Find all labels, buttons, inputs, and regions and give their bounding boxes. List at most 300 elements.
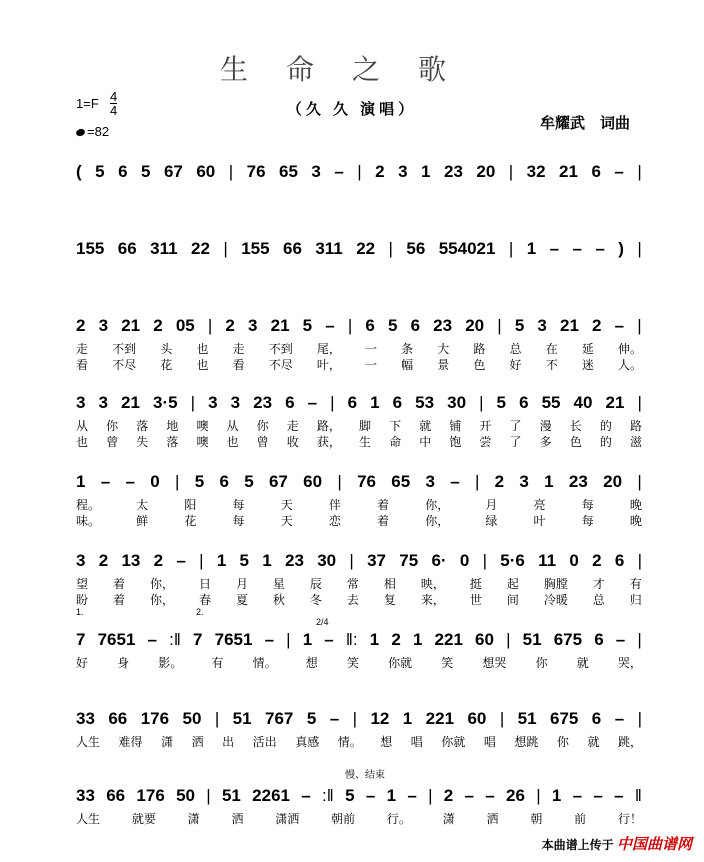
note-group: 5 xyxy=(345,786,355,805)
lyric-word: 地 xyxy=(166,419,179,433)
lyric-line xyxy=(76,496,642,513)
lyric-word: 才 xyxy=(592,577,605,591)
lyric-word: 人生 xyxy=(76,735,101,749)
lyric-word: 太 xyxy=(136,498,149,512)
notation-line xyxy=(76,387,642,413)
lyric-word: 出 xyxy=(222,735,235,749)
lyric-word: 冬 xyxy=(309,593,322,607)
note-group: 6· xyxy=(431,551,447,570)
bar-line: | xyxy=(637,472,642,491)
lyric-word: 走 xyxy=(76,342,89,356)
note-group: 7651 xyxy=(97,630,136,649)
note-group: 675 xyxy=(553,630,583,649)
note-group: 3 xyxy=(76,393,86,412)
bar-line: | xyxy=(637,162,642,181)
key-signature: 1=F xyxy=(76,96,99,111)
notation-line xyxy=(76,545,642,571)
note-group: 65 xyxy=(279,162,298,181)
note-group: 75 xyxy=(399,551,419,570)
note-group: 66 xyxy=(117,239,137,258)
note-group: 5 xyxy=(244,472,254,491)
note-group: 311 xyxy=(150,239,178,258)
lyric-word: 开 xyxy=(479,419,492,433)
note-group: – xyxy=(125,472,135,491)
note-group: 30 xyxy=(317,551,337,570)
note-group: 3 xyxy=(311,162,321,181)
lyric-word: 着 xyxy=(377,514,390,528)
note-group: 7 xyxy=(76,630,86,649)
lyric-word: 难得 xyxy=(118,735,143,749)
note-group: 50 xyxy=(182,709,202,728)
note-group: 1 xyxy=(76,472,86,491)
note-group: 5 xyxy=(496,393,507,412)
lyric-word: 走 xyxy=(232,342,245,356)
note-group: 26 xyxy=(506,786,525,805)
lyric-word: 就 xyxy=(576,656,589,670)
note-group: 13 xyxy=(121,551,141,570)
note-group: 55 xyxy=(541,393,561,412)
lyric-word: 每 xyxy=(581,498,594,512)
lyric-word: 归 xyxy=(629,593,642,607)
note-group: – xyxy=(176,551,186,570)
lyric-word: 铺 xyxy=(449,419,462,433)
lyric-word: 落 xyxy=(136,419,149,433)
lyric-line xyxy=(76,733,642,750)
note-group: – xyxy=(595,239,605,258)
note-group: 53 xyxy=(415,393,435,412)
lyric-word: 从 xyxy=(76,419,89,433)
bar-line: | xyxy=(214,709,220,728)
bar-line: | xyxy=(637,316,642,335)
lyric-word: 了 xyxy=(509,435,522,449)
note-group: 0 xyxy=(459,551,470,570)
lyric-word: 想哭 xyxy=(482,656,507,670)
note-group: – xyxy=(301,786,311,805)
note-group: – xyxy=(614,786,624,805)
bar-line: | xyxy=(330,393,335,412)
note-group: – xyxy=(615,630,626,649)
lyric-word: 脚 xyxy=(358,419,371,433)
bar-line: :‖ xyxy=(169,630,181,649)
note-group: 23 xyxy=(568,472,588,491)
lyric-word: 笑 xyxy=(346,656,359,670)
lyric-word: 行！ xyxy=(617,812,642,826)
note-group: 6 xyxy=(594,630,604,649)
note-group: – xyxy=(485,786,495,805)
lyric-word: 复 xyxy=(383,593,396,607)
note-group: 2 xyxy=(153,551,164,570)
notation-line xyxy=(76,156,642,182)
lyric-word: 人生 xyxy=(76,812,101,826)
note-group: 66 xyxy=(282,239,302,258)
lyric-word: 叶， xyxy=(316,358,341,372)
bar-line: | xyxy=(637,393,642,412)
note-group: 1 xyxy=(216,551,227,570)
lyric-word: 你， xyxy=(149,577,174,591)
lyric-word: 尝 xyxy=(479,435,492,449)
bar-line: ‖: xyxy=(345,630,358,649)
lyric-word: 路， xyxy=(316,419,341,433)
lyric-word: 夏 xyxy=(235,593,248,607)
site-brand: 中国曲谱网 xyxy=(616,835,692,853)
lyric-word: 日 xyxy=(198,577,211,591)
lyric-word: 好 xyxy=(509,358,522,372)
note-group: 76 xyxy=(246,162,266,181)
lyric-word: 身 xyxy=(117,656,130,670)
bar-line: | xyxy=(637,709,642,728)
bar-line: ‖ xyxy=(634,786,642,805)
lyric-word: 唱 xyxy=(410,735,423,749)
note-group: 5 xyxy=(387,316,398,335)
bar-line: | xyxy=(508,162,514,181)
note-group: 2 xyxy=(443,786,454,805)
note-group: 6 xyxy=(410,316,421,335)
lyric-word: 有 xyxy=(211,656,224,670)
lyric-word: 长 xyxy=(569,419,582,433)
lyric-word: 也 xyxy=(196,358,209,372)
bar-line: | xyxy=(474,472,480,491)
lyric-word: 走 xyxy=(286,419,299,433)
lyric-word: 常 xyxy=(346,577,359,591)
note-group: 65 xyxy=(391,472,411,491)
note-group: 2 xyxy=(592,316,602,335)
note-group: 22 xyxy=(191,239,210,258)
note-group: 1 xyxy=(551,786,562,805)
note-group: ) xyxy=(618,239,624,258)
lyric-word: 挺 xyxy=(469,577,482,591)
note-group: 311 xyxy=(315,239,343,258)
score-row xyxy=(0,466,704,536)
lyric-word: 看 xyxy=(76,358,89,372)
lyric-word: 影。 xyxy=(158,656,183,670)
note-group: 6 xyxy=(347,393,358,412)
lyric-word: 不 xyxy=(545,358,558,372)
note-group: – xyxy=(572,239,582,258)
lyric-word: 潇 xyxy=(187,812,200,826)
lyric-word: 一 xyxy=(364,342,377,356)
lyric-word: 相 xyxy=(383,577,396,591)
lyric-word: 也 xyxy=(196,342,209,356)
lyric-word: 总 xyxy=(592,593,605,607)
lyric-word: 辰 xyxy=(309,577,322,591)
lyric-word: 好 xyxy=(76,656,89,670)
lyric-word: 人。 xyxy=(617,358,642,372)
note-group: 3 xyxy=(98,316,109,335)
note-group: – xyxy=(307,393,318,412)
note-group: 23 xyxy=(253,393,273,412)
note-group: 6 xyxy=(519,393,529,412)
source-footer xyxy=(542,833,692,854)
lyric-word: 你 xyxy=(556,735,569,749)
note-group: – xyxy=(464,786,474,805)
note-group: 1 xyxy=(526,239,537,258)
note-group: 3 xyxy=(208,393,218,412)
notation-line xyxy=(76,780,642,806)
lyric-word: 也 xyxy=(226,435,239,449)
bar-line: | xyxy=(536,786,541,805)
note-group: 5 xyxy=(141,162,151,181)
note-group: 20 xyxy=(465,316,485,335)
lyric-word: 总 xyxy=(509,342,522,356)
lyric-word: 噢 xyxy=(196,419,209,433)
lyric-word: 着 xyxy=(112,577,125,591)
note-group: 221 xyxy=(425,709,455,728)
note-group: 3 xyxy=(248,316,258,335)
lyric-word: 你， xyxy=(149,593,174,607)
lyric-word: 亮 xyxy=(533,498,546,512)
note-group: 6 xyxy=(591,162,601,181)
song-title: 生命之歌 xyxy=(219,53,484,86)
lyric-word: 起 xyxy=(506,577,519,591)
bar-line: | xyxy=(428,786,433,805)
lyric-word: 前 xyxy=(574,812,587,826)
note-group: 60 xyxy=(196,162,216,181)
note-group: – xyxy=(264,630,275,649)
lyric-word: 下 xyxy=(389,419,402,433)
note-group: 1 xyxy=(370,393,380,412)
lyric-line xyxy=(76,575,642,592)
note-group: 155 xyxy=(76,239,105,258)
note-group: – xyxy=(365,786,376,805)
lyric-word: 味。 xyxy=(76,514,101,528)
notation-line xyxy=(76,233,642,259)
lyric-word: 晚 xyxy=(629,514,642,528)
lyric-line xyxy=(76,810,642,827)
lyric-word: 路 xyxy=(473,342,486,356)
note-group: 3 xyxy=(425,472,435,491)
lyric-word: 滋 xyxy=(629,435,642,449)
meter-bottom: 4 xyxy=(110,103,118,118)
lyric-word: 月 xyxy=(485,498,498,512)
notation-line xyxy=(76,703,642,729)
bar-line: | xyxy=(286,630,291,649)
note-group: 5 xyxy=(514,316,525,335)
note-group: 1 xyxy=(262,551,272,570)
lyric-word: 景 xyxy=(437,358,450,372)
note-group: ( xyxy=(76,162,82,181)
note-group: 176 xyxy=(140,709,170,728)
lyric-word: 世 xyxy=(469,593,482,607)
note-group: 1 xyxy=(544,472,554,491)
lyric-word: 不尽 xyxy=(268,358,293,372)
lyric-word: 绿 xyxy=(485,514,498,528)
note-group: 3·5 xyxy=(153,393,178,412)
score-row xyxy=(0,703,704,773)
lyric-word: 活出 xyxy=(252,735,277,749)
bar-line: | xyxy=(206,786,211,805)
note-group: 675 xyxy=(550,709,579,728)
note-group: 12 xyxy=(370,709,390,728)
lyric-word: 鲜 xyxy=(136,514,149,528)
note-group: 51 xyxy=(517,709,537,728)
lyric-word: 望 xyxy=(76,577,89,591)
note-group: 1 xyxy=(421,162,431,181)
note-group: – xyxy=(614,316,625,335)
lyric-word: 伴 xyxy=(328,498,341,512)
note-group: 3 xyxy=(398,162,408,181)
note-group: – xyxy=(147,630,158,649)
bar-line: | xyxy=(190,393,196,412)
volta-two: 2. xyxy=(196,607,204,617)
lyric-word: 也 xyxy=(76,435,89,449)
lyric-word: 唱 xyxy=(483,735,496,749)
lyric-word: 春 xyxy=(198,593,211,607)
meter-top: 4 xyxy=(110,89,118,104)
lyric-word: 路 xyxy=(629,419,642,433)
lyric-word: 就要 xyxy=(131,812,156,826)
lyric-line xyxy=(76,417,642,434)
note-group: 51 xyxy=(232,709,252,728)
lyric-word: 生 xyxy=(358,435,371,449)
note-group: 0 xyxy=(150,472,160,491)
lyric-word: 你就 xyxy=(388,656,413,670)
note-group: – xyxy=(100,472,111,491)
lyric-word: 每 xyxy=(232,514,245,528)
lyric-word: 的 xyxy=(599,419,612,433)
lyric-word: 天 xyxy=(280,498,293,512)
note-group: 11 xyxy=(538,551,557,570)
lyric-line xyxy=(76,340,642,357)
note-group: 221 xyxy=(434,630,463,649)
note-group: 21 xyxy=(560,316,579,335)
note-group: 50 xyxy=(176,786,195,805)
lyric-word: 星 xyxy=(272,577,285,591)
bar-line: | xyxy=(352,709,358,728)
lyric-word: 潇 xyxy=(442,812,455,826)
notation-line xyxy=(76,624,642,650)
bar-line: | xyxy=(637,630,642,649)
note-group: 6 xyxy=(591,709,602,728)
lyric-word: 真感 xyxy=(295,735,320,749)
lyric-word: 恋 xyxy=(328,514,341,528)
note-group: 155 xyxy=(241,239,270,258)
lyric-word: 来， xyxy=(420,593,445,607)
note-group: 2 xyxy=(592,551,602,570)
note-group: 3 xyxy=(98,393,108,412)
note-group: 21 xyxy=(270,316,290,335)
note-group: 60 xyxy=(475,630,494,649)
time-signature xyxy=(110,90,117,117)
note-group: 66 xyxy=(106,786,126,805)
lyric-line xyxy=(76,356,642,373)
lyric-word: 想 xyxy=(380,735,393,749)
bar-line: | xyxy=(223,239,228,258)
lyric-word: 看 xyxy=(232,358,245,372)
lyric-word: 情。 xyxy=(252,656,277,670)
lyric-word: 冷暖 xyxy=(543,593,568,607)
lyric-word: 你 xyxy=(106,419,119,433)
lyric-word: 不到 xyxy=(268,342,293,356)
note-group: 3 xyxy=(76,551,86,570)
note-group: 7 xyxy=(193,630,203,649)
lyric-word: 一 xyxy=(364,358,377,372)
note-group: 1 xyxy=(386,786,397,805)
bar-line: :‖ xyxy=(322,786,334,805)
bar-line: | xyxy=(388,239,393,258)
lyric-word: 你 xyxy=(256,419,269,433)
lyric-word: 就 xyxy=(419,419,432,433)
note-group: 21 xyxy=(559,162,578,181)
lyric-word: 潇洒 xyxy=(275,812,300,826)
lyric-word: 程。 xyxy=(76,498,101,512)
bar-line: | xyxy=(175,472,180,491)
lyric-word: 收 xyxy=(286,435,299,449)
lyric-word: 朝 xyxy=(530,812,543,826)
singer-credit: （久 久 演唱） xyxy=(286,101,418,118)
note-group: 21 xyxy=(121,393,140,412)
lyric-word: 曾 xyxy=(106,435,119,449)
bar-line: | xyxy=(228,162,234,181)
lyric-word: 月 xyxy=(235,577,248,591)
note-group: 767 xyxy=(265,709,294,728)
note-group: 176 xyxy=(136,786,165,805)
note-group: 1 xyxy=(412,630,423,649)
bar-line: | xyxy=(482,551,487,570)
note-group: 2 xyxy=(76,316,86,335)
score-row xyxy=(0,156,704,226)
note-group: 6 xyxy=(392,393,403,412)
lyric-word: 花 xyxy=(184,514,197,528)
note-group: 67 xyxy=(163,162,183,181)
note-group: 6 xyxy=(614,551,625,570)
lyric-word: 跳， xyxy=(617,735,642,749)
note-group: 1 xyxy=(302,630,313,649)
lyric-word: 你， xyxy=(425,514,450,528)
lyric-word: 多 xyxy=(539,435,552,449)
bar-line: | xyxy=(506,630,511,649)
note-group: – xyxy=(325,316,335,335)
bar-line: | xyxy=(337,472,342,491)
note-group: – xyxy=(334,162,344,181)
score-row xyxy=(0,387,704,457)
notation-line xyxy=(76,310,642,336)
note-group: 23 xyxy=(443,162,463,181)
lyric-word: 每 xyxy=(581,514,594,528)
lyric-word: 曾 xyxy=(256,435,269,449)
note-group: 5 xyxy=(302,316,313,335)
note-group: 23 xyxy=(285,551,304,570)
note-group: 6 xyxy=(118,162,128,181)
lyric-word: 着 xyxy=(112,593,125,607)
note-group: 2 xyxy=(153,316,163,335)
note-group: 20 xyxy=(603,472,623,491)
score-row xyxy=(0,624,704,694)
note-group: 2 xyxy=(375,162,385,181)
bar-line: | xyxy=(357,162,362,181)
note-group: 22 xyxy=(356,239,376,258)
note-group: 21 xyxy=(121,316,141,335)
lyric-word: 映， xyxy=(420,577,445,591)
lyric-word: 失 xyxy=(136,435,149,449)
note-group: 3 xyxy=(537,316,547,335)
note-group: 1 xyxy=(369,630,380,649)
lyric-word: 色 xyxy=(473,358,486,372)
lyric-word: 条 xyxy=(401,342,414,356)
lyric-word: 饱 xyxy=(449,435,462,449)
note-group: 2261 xyxy=(252,786,290,805)
lyric-word: 头 xyxy=(160,342,173,356)
volta-one: 1. xyxy=(76,607,84,617)
note-group: 554021 xyxy=(438,239,496,258)
lyric-word: 洒 xyxy=(486,812,499,826)
lyric-word: 胸膛 xyxy=(543,577,568,591)
note-group: 6 xyxy=(285,393,295,412)
lyric-word: 哭， xyxy=(617,656,642,670)
lyric-word: 潇 xyxy=(161,735,174,749)
note-group: 20 xyxy=(476,162,496,181)
lyric-line xyxy=(76,654,642,671)
score-row xyxy=(0,545,704,615)
